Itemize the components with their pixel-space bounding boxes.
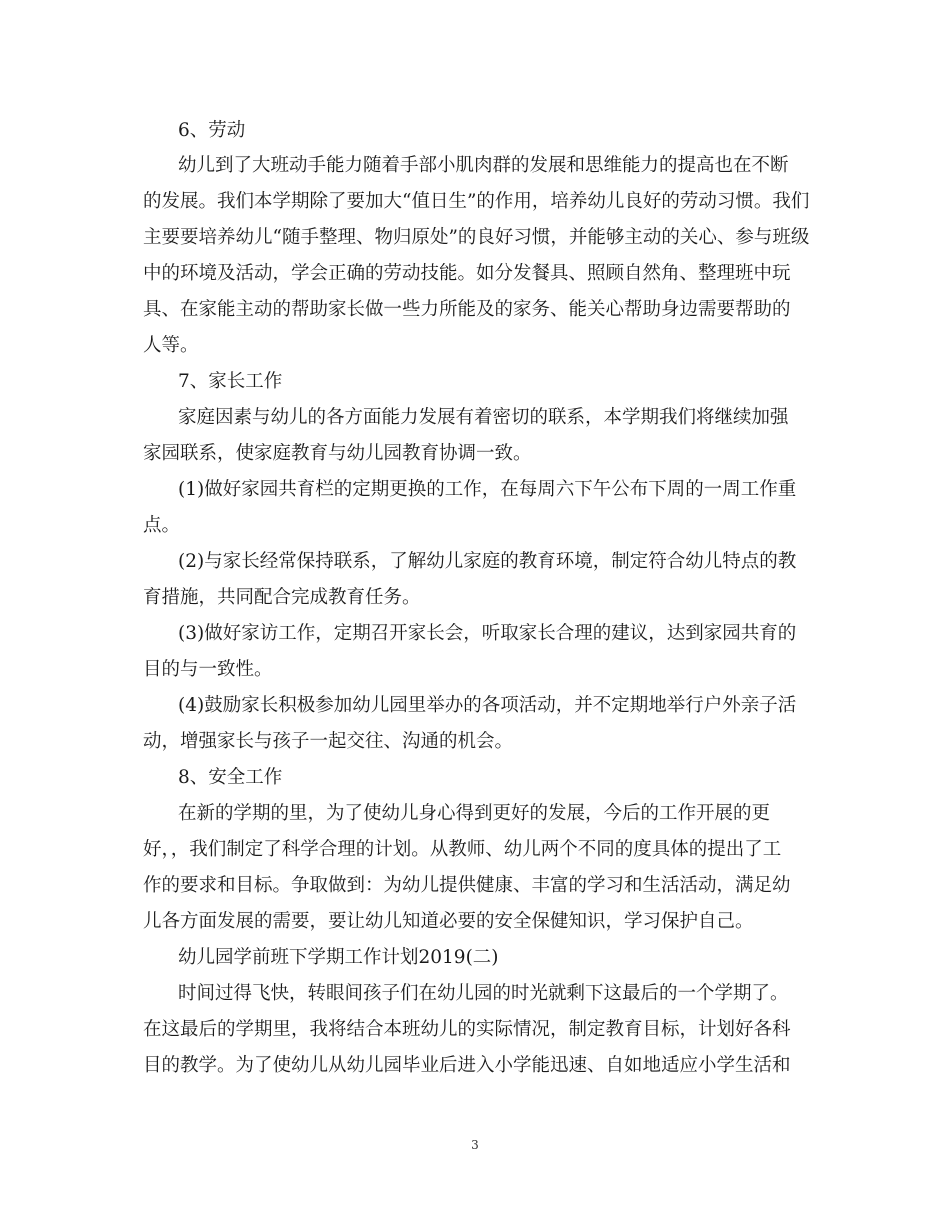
paragraph-line: 家园联系，使家庭教育与幼儿园教育协调一致。 <box>143 443 532 464</box>
paragraph-line: 目的与一致性。 <box>143 659 273 680</box>
paragraph-line: 点。 <box>143 515 181 536</box>
paragraph-line: 幼儿到了大班动手能力随着手部小肌肉群的发展和思维能力的提高也在不断 <box>178 155 789 176</box>
heading-labor: 6、劳动 <box>178 120 246 141</box>
list-item-3: (3)做好家访工作，定期召开家长会，听取家长合理的建议，达到家园共育的 <box>178 623 797 644</box>
list-item-2: (2)与家长经常保持联系，了解幼儿家庭的教育环境，制定符合幼儿特点的教 <box>178 551 797 572</box>
paragraph-line: 目的教学。为了使幼儿从幼儿园毕业后进入小学能迅速、自如地适应小学生活和 <box>143 1055 791 1076</box>
page-number: 3 <box>471 1138 479 1152</box>
paragraph-line: 儿各方面发展的需要，要让幼儿知道必要的安全保健知识，学习保护自己。 <box>143 911 754 932</box>
paragraph-line: 家庭因素与幼儿的各方面能力发展有着密切的联系，本学期我们将继续加强 <box>178 407 789 428</box>
paragraph-line: 中的环境及活动，学会正确的劳动技能。如分发餐具、照顾自然角、整理班中玩 <box>143 263 791 284</box>
paragraph-line: 主要要培养幼儿“随手整理、物归原处”的良好习惯，并能够主动的关心、参与班级 <box>143 227 810 248</box>
paragraph-line: 时间过得飞快，转眼间孩子们在幼儿园的时光就剩下这最后的一个学期了。 <box>178 983 789 1004</box>
section-title: 幼儿园学前班下学期工作计划2019(二) <box>178 947 499 968</box>
heading-parent-work: 7、家长工作 <box>178 371 283 392</box>
paragraph-line: 在新的学期的里，为了使幼儿身心得到更好的发展，今后的工作开展的更 <box>178 803 771 824</box>
paragraph-line: 的发展。我们本学期除了要加大“值日生”的作用，培养幼儿良好的劳动习惯。我们 <box>143 191 810 212</box>
paragraph-line: 具、在家能主动的帮助家长做一些力所能及的家务、能关心帮助身边需要帮助的 <box>143 299 791 320</box>
paragraph-line: 育措施，共同配合完成教育任务。 <box>143 587 421 608</box>
list-item-1: (1)做好家园共育栏的定期更换的工作，在每周六下午公布下周的一周工作重 <box>178 479 797 500</box>
paragraph-line: 好，，我们制定了科学合理的计划。从教师、幼儿两个不同的度具体的提出了工 <box>143 839 782 860</box>
paragraph-line: 在这最后的学期里，我将结合本班幼儿的实际情况，制定教育目标，计划好各科 <box>143 1019 791 1040</box>
list-item-4: (4)鼓励家长积极参加幼儿园里举办的各项活动，并不定期地举行户外亲子活 <box>178 695 797 716</box>
paragraph-line: 作的要求和目标。争取做到：为幼儿提供健康、丰富的学习和生活活动，满足幼 <box>143 875 791 896</box>
paragraph-line: 动，增强家长与孩子一起交往、沟通的机会。 <box>143 731 514 752</box>
heading-safety-work: 8、安全工作 <box>178 767 283 788</box>
paragraph-line: 人等。 <box>143 335 199 356</box>
